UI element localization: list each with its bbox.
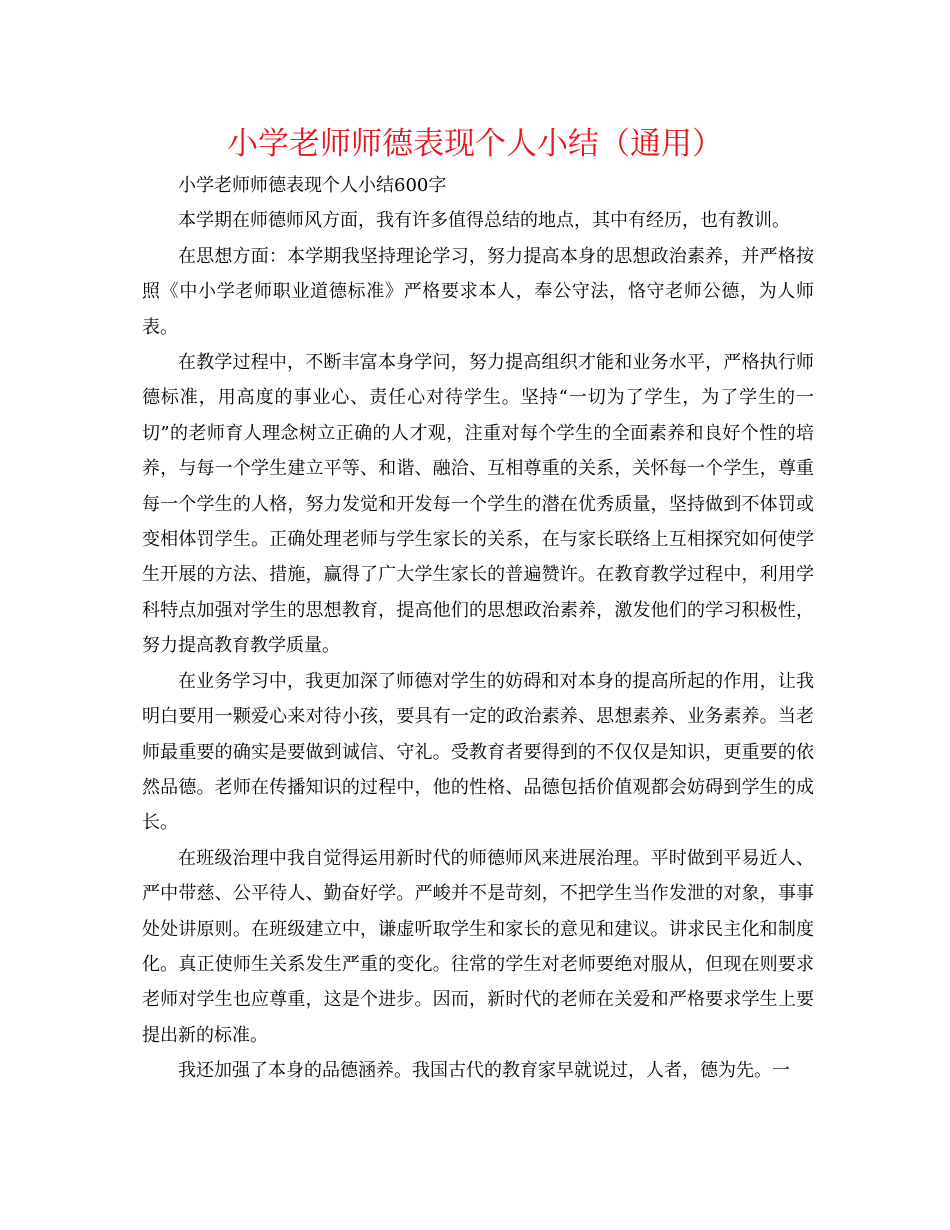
document-body <box>142 168 814 1089</box>
document-subtitle: 小学老师师德表现个人小结600字 <box>178 175 447 196</box>
paragraph-morality: 我还加强了本身的品德涵养。我国古代的教育家早就说过，人者，德为先。一 <box>178 1060 790 1082</box>
paragraph-class-management: 在班级治理中我自觉得运用新时代的师德师风来进展治理。平时做到平易近人、严中带慈、公平待人、勤奋好学。严峻并不是苛刻，不把学生当作发泄的对象，事事处处讲原则。在班级建立中，谦虚听取学生和家长的意见和建议。讲求民主化和制度化。真正使师生关系发生严重的变化。往常的学生对老师要绝对服从，但现在则要求老师对学生也应尊重，这是个进步。因而，新时代的老师在关爱和严格要求学生上要提出新的标准。 <box>142 847 814 1046</box>
paragraph-thought: 在思想方面：本学期我坚持理论学习，努力提高本身的思想政治素养，并严格按照《中小学老师职业道德标准》严格要求本人，奉公守法，恪守老师公德，为人师表。 <box>142 245 814 338</box>
paragraph-study: 在业务学习中，我更加深了师德对学生的妨碍和对本身的提高所起的作用，让我明白要用一颗爱心来对待小孩，要具有一定的政治素养、思想素养、业务素养。当老师最重要的确实是要做到诚信、守礼。受教育者要得到的不仅仅是知识，更重要的依然品德。老师在传播知识的过程中，他的性格、品德包括价值观都会妨碍到学生的成长。 <box>142 670 814 834</box>
paragraph-intro: 本学期在师德师风方面，我有许多值得总结的地点，其中有经历，也有教训。 <box>178 210 790 232</box>
document-title: 小学老师师德表现个人小结（通用） <box>227 126 723 162</box>
paragraph-teaching: 在教学过程中，不断丰富本身学问，努力提高组织才能和业务水平，严格执行师德标准，用高度的事业心、责任心对待学生。坚持“一切为了学生，为了学生的一切”的老师育人理念树立正确的人才观，注重对每个学生的全面素养和良好个性的培养，与每一个学生建立平等、和谐、融洽、互相尊重的关系，关怀每一个学生，尊重每一个学生的人格，努力发觉和开发每一个学生的潜在优秀质量，坚持做到不体罚或变相体罚学生。正确处理老师与学生家长的关系，在与家长联络上互相探究如何使学生开展的方法、措施，赢得了广大学生家长的普遍赞许。在教育教学过程中，利用学科特点加强对学生的思想教育，提高他们的思想政治素养，激发他们的学习积极性，努力提高教育教学质量。 <box>142 352 814 657</box>
